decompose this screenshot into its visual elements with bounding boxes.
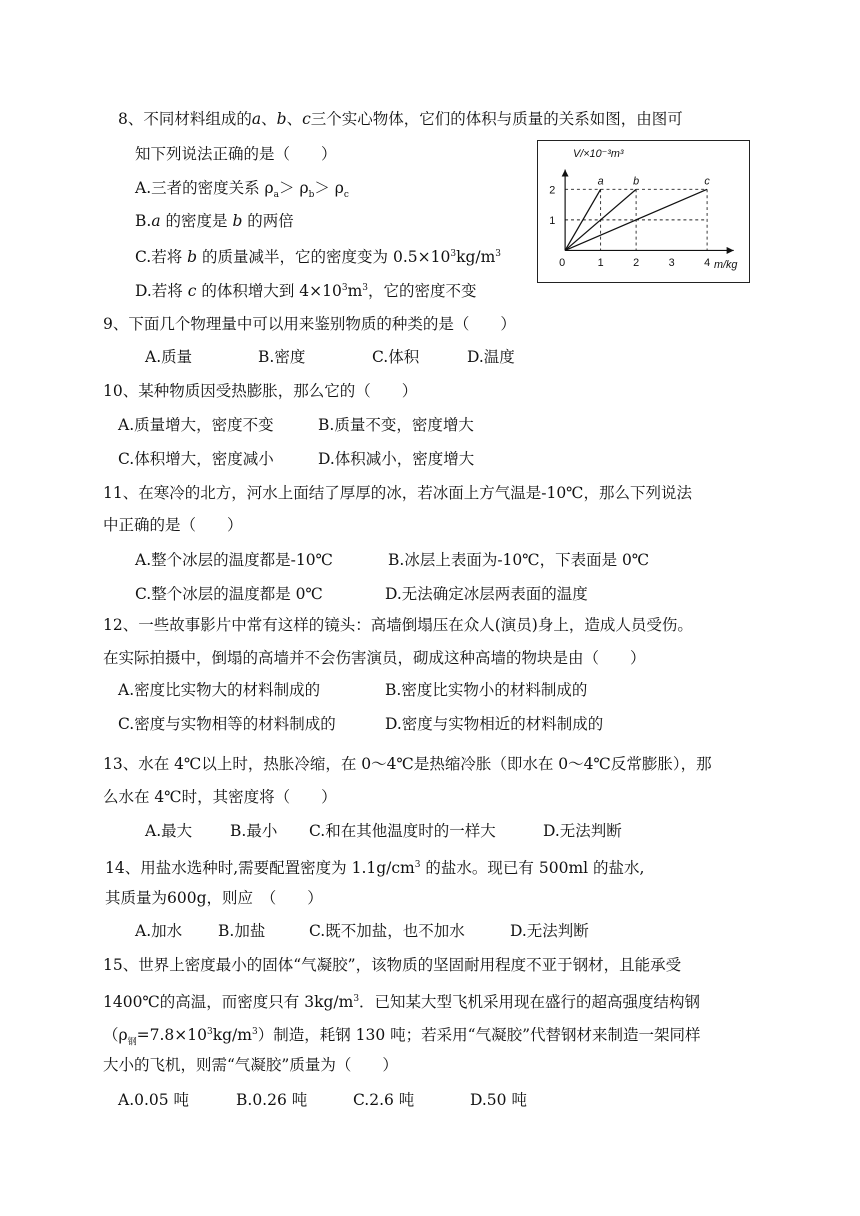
q14-option-b: B.加盐	[218, 922, 266, 940]
q12-option-d: D.密度与实物相近的材料制成的	[385, 715, 604, 733]
exponent: 3	[495, 249, 502, 259]
q15-stem-text: =7.8×10	[136, 1026, 207, 1045]
q15-stem-text: 1400℃的高温，而密度只有 3kg/m	[103, 993, 354, 1012]
q11-option-c: C.整个冰层的温度都是 0℃	[135, 585, 323, 603]
q13-option-c: C.和在其他温度时的一样大	[309, 822, 496, 840]
q15-stem-text: ）制造，耗钢 130 吨；若采用“气凝胶”代替钢材来制造一架同样	[257, 1026, 701, 1045]
y-axis-label: V/×10⁻³m³	[573, 147, 624, 160]
q9-option-b: B.密度	[258, 348, 306, 366]
q12-option-c: C.密度与实物相等的材料制成的	[118, 715, 336, 733]
q15-stem-text: ．已知某大型飞机采用现在盛行的超高强度结构钢	[359, 993, 701, 1012]
q9-option-d: D.温度	[467, 348, 515, 366]
q12-stem-line-2: 在实际拍摄中，倒塌的高墙并不会伤害演员，砌成这种高墙的物块是由（ ）	[103, 649, 646, 667]
rho-subscript: c	[343, 190, 349, 201]
q15-stem-line-3	[103, 1022, 701, 1052]
x-tick-label: 0	[559, 257, 566, 270]
q8-opt-a-text: ＞ ρ	[314, 179, 344, 197]
q14-stem-text: 14、用盐水选种时,需要配置密度为 1.1g/cm	[105, 859, 415, 878]
x-tick-label: 1	[597, 257, 604, 270]
q12-stem-line-1: 12、一些故事影片中常有这样的镜头：高墙倒塌压在众人(演员)身上，造成人员受伤。	[103, 616, 693, 634]
q8-sep: 、	[261, 110, 277, 128]
q8-opt-c-text: kg/m	[456, 248, 496, 267]
series-label-a: a	[597, 175, 604, 188]
exponent: 3	[414, 860, 421, 870]
q8-sep: 、	[286, 110, 303, 128]
q11-option-b: B.冰层上表面为-10℃，下表面是 0℃	[388, 551, 650, 569]
q8-option-a	[135, 178, 349, 205]
series-label-c: c	[704, 175, 710, 188]
q8-opt-d-text: D.若将	[135, 282, 188, 301]
q14-option-c: C.既不加盐，也不加水	[309, 922, 465, 940]
q9-option-c: C.体积	[372, 348, 420, 366]
q13-option-b: B.最小	[230, 822, 278, 840]
q8-opt-d-text: ，它的密度不变	[368, 282, 477, 301]
q15-stem-line-2	[103, 989, 700, 1012]
q11-option-d: D.无法确定冰层两表面的温度	[385, 585, 588, 603]
q10-option-d: D.体积减小，密度增大	[318, 450, 475, 468]
graph-svg	[538, 141, 749, 282]
q14-stem-line-2: 其质量为600g，则应 （ ）	[105, 889, 323, 907]
q8-option-c	[135, 244, 501, 267]
q8-opt-a-text: A.三者的密度关系 ρ	[135, 179, 274, 197]
q14-stem-line-1	[105, 855, 644, 878]
q12-option-b: B.密度比实物小的材料制成的	[385, 681, 588, 699]
rho-subscript: b	[308, 190, 315, 201]
y-tick-label: 1	[549, 214, 556, 227]
exponent: 3	[341, 283, 348, 293]
q8-opt-c-text: 的质量减半，它的密度变为 0.5×10	[197, 248, 451, 267]
q10-stem: 10、某种物质因受热膨胀，那么它的（ ）	[103, 382, 418, 400]
q8-stem-text: 8、不同材料组成的	[118, 110, 252, 128]
q9-option-a: A.质量	[145, 348, 193, 366]
q8-opt-b-text: B.	[135, 212, 152, 230]
q8-var-b: b	[232, 212, 243, 230]
q15-option-c: C.2.6 吨	[353, 1091, 415, 1109]
exponent: 3	[450, 249, 457, 259]
x-axis-label: m/kg	[714, 259, 738, 272]
x-tick-label: 2	[633, 257, 640, 270]
q15-option-a: A.0.05 吨	[118, 1091, 190, 1109]
y-tick-label: 2	[549, 184, 556, 197]
q9-stem: 9、下面几个物理量中可以用来鉴别物质的种类的是（ ）	[103, 315, 516, 333]
exponent: 3	[353, 994, 360, 1004]
volume-mass-graph	[537, 140, 750, 283]
q15-stem-line-1: 15、世界上密度最小的固体“气凝胶”，该物质的坚固耐用程度不亚于钢材，且能承受	[103, 956, 682, 974]
q10-option-c: C.体积增大，密度减小	[118, 450, 274, 468]
q8-stem-line-1	[118, 109, 683, 129]
q8-stem-line-2: 知下列说法正确的是（ ）	[135, 145, 337, 163]
rho-subscript: 钢	[127, 1037, 137, 1048]
q8-opt-d-text: m	[347, 282, 363, 301]
q8-option-b	[135, 211, 294, 231]
q8-stem-text: 三个实心物体，它们的体积与质量的关系如图，由图可	[310, 110, 683, 128]
q14-option-d: D.无法判断	[510, 922, 589, 940]
q8-var-b: b	[276, 110, 287, 128]
rho-subscript: a	[273, 190, 280, 201]
q10-option-b: B.质量不变，密度增大	[318, 416, 474, 434]
q15-stem-line-4: 大小的飞机，则需“气凝胶”质量为（ ）	[103, 1056, 398, 1074]
exponent: 3	[207, 1027, 213, 1037]
q8-opt-d-text: 的体积增大到 4×10	[196, 282, 342, 301]
q13-option-a: A.最大	[145, 822, 193, 840]
q13-stem-line-1: 13、水在 4℃以上时，热胀冷缩，在 0～4℃是热缩冷胀（即水在 0～4℃反常膨胀），那	[103, 755, 712, 773]
q14-option-a: A.加水	[135, 922, 183, 940]
q13-stem-line-2: 么水在 4℃时，其密度将（ ）	[103, 788, 337, 806]
q14-stem-text: 的盐水。现已有 500ml 的盐水,	[420, 859, 645, 878]
q11-stem-line-2: 中正确的是（ ）	[103, 516, 243, 534]
q11-stem-line-1: 11、在寒冷的北方，河水上面结了厚厚的冰，若冰面上方气温是-10℃，那么下列说法	[103, 484, 693, 502]
q8-opt-b-text: 的密度是	[160, 212, 233, 230]
q13-option-d: D.无法判断	[543, 822, 622, 840]
q11-option-a: A.整个冰层的温度都是-10℃	[135, 551, 333, 569]
q8-option-d	[135, 278, 477, 301]
series-label-b: b	[633, 175, 640, 188]
q8-var-a: a	[251, 110, 262, 128]
q8-opt-c-text: C.若将	[135, 248, 188, 267]
q8-opt-b-text: 的两倍	[242, 212, 294, 230]
q8-opt-a-text: ＞ ρ	[279, 179, 309, 197]
q15-option-b: B.0.26 吨	[236, 1091, 308, 1109]
q15-stem-text: （ρ	[103, 1026, 128, 1045]
q10-option-a: A.质量增大，密度不变	[118, 416, 274, 434]
q8-var-b: b	[187, 248, 198, 267]
exponent: 3	[362, 283, 369, 293]
q8-var-c: c	[302, 110, 311, 128]
q15-stem-text: kg/m	[212, 1026, 252, 1045]
exponent: 3	[251, 1027, 258, 1037]
q12-option-a: A.密度比实物大的材料制成的	[118, 681, 321, 699]
q15-option-d: D.50 吨	[470, 1091, 527, 1109]
q8-var-a: a	[151, 212, 161, 230]
x-tick-label: 4	[704, 257, 711, 270]
q8-var-c: c	[187, 282, 197, 301]
x-tick-label: 3	[668, 257, 675, 270]
